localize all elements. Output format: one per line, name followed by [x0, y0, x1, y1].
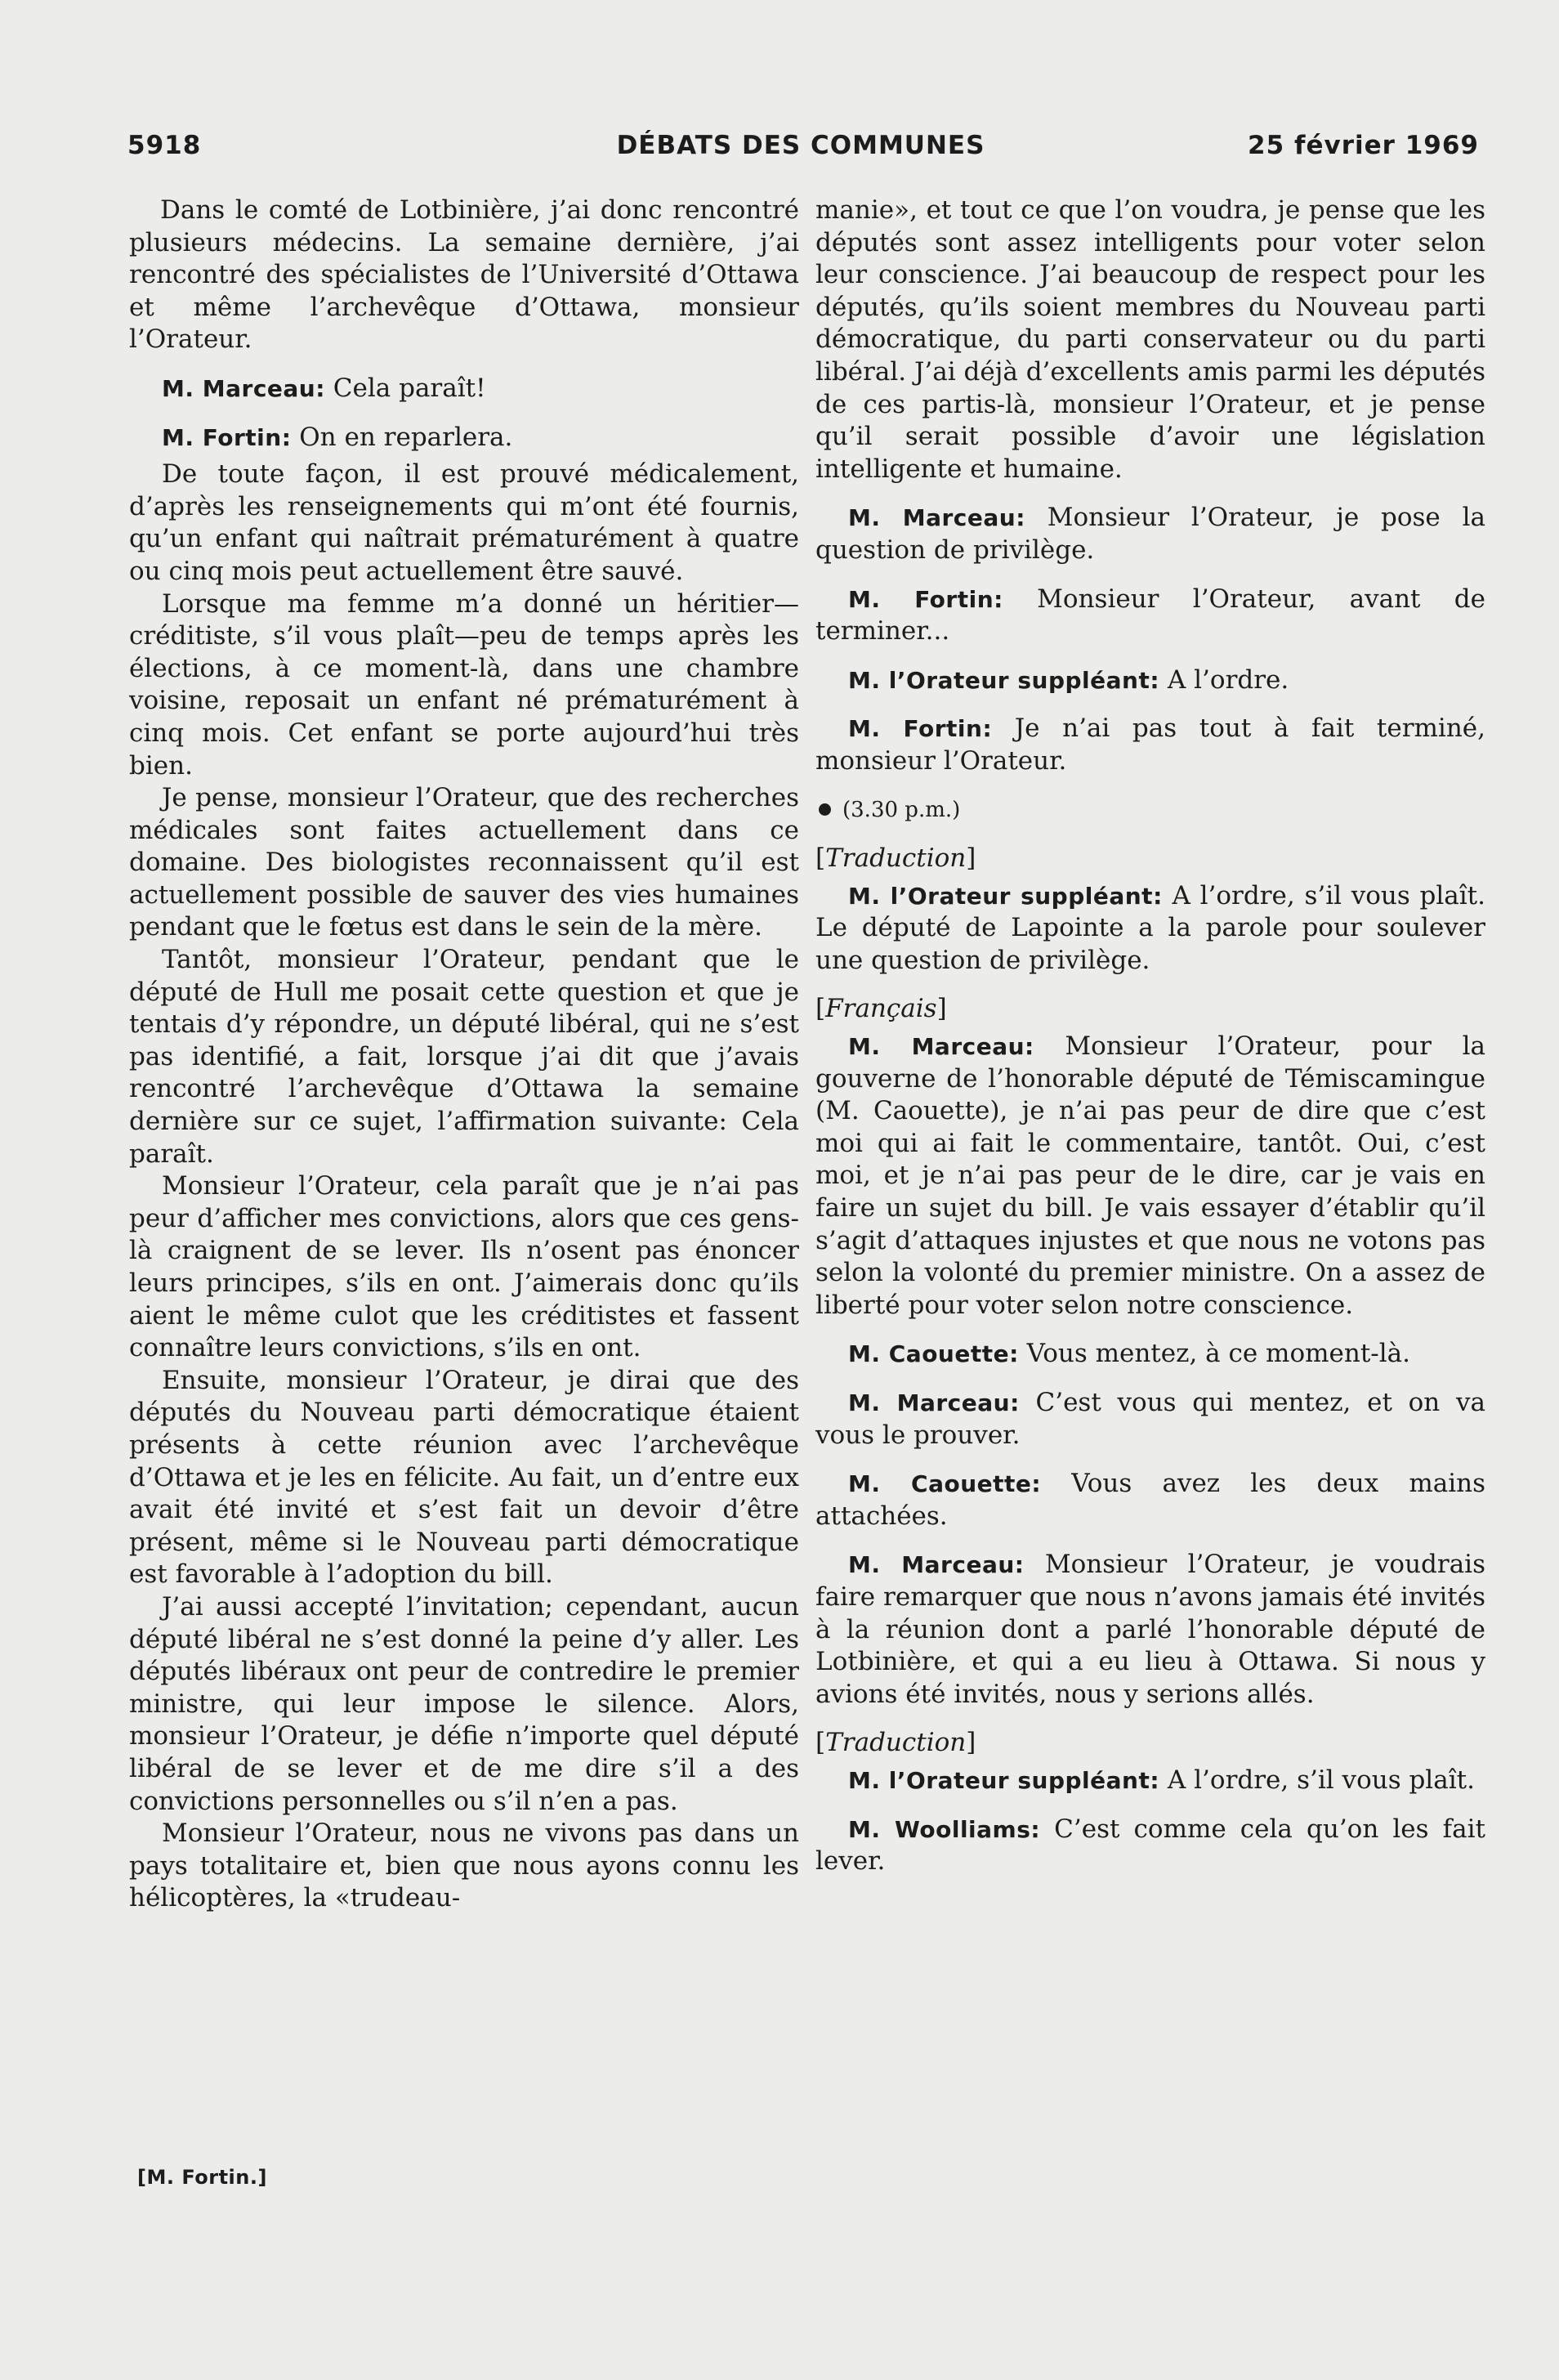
body-paragraph	[129, 1818, 799, 1915]
language-label: Traduction	[825, 843, 967, 874]
speech-text: Vous mentez, à ce moment-là.	[1018, 1339, 1410, 1369]
speaker-name: M. Woolliams:	[848, 1815, 1041, 1843]
paragraph-text: Ensuite, monsieur l’Orateur, je dirai que des députés du Nouveau parti démocratique étaient présents à cette réunion avec l’archevêque d’Ottawa et je les en félicite. Au fait, un d’entre eux avait été invité et s’est fait un devoir d’être présent, même si le Nouveau parti démocratique est favorable à l’adoption du bill.	[129, 1365, 799, 1590]
speaker-paragraph	[815, 1387, 1485, 1452]
speaker-paragraph	[815, 664, 1485, 697]
footer-speaker-note: [M. Fortin.]	[137, 2166, 267, 2189]
speaker-name: M. Fortin:	[848, 715, 993, 743]
paragraph-text: Monsieur l’Orateur, nous ne vivons pas dans un pays totalitaire et, bien que nous ayons connu les hélicoptères, la «trudeau-	[129, 1819, 799, 1913]
body-paragraph	[129, 782, 799, 944]
speaker-paragraph	[815, 584, 1485, 648]
speaker-paragraph	[815, 880, 1485, 978]
paragraph-text: Lorsque ma femme m’a donné un héritier—créditiste, s’il vous plaît—peu de temps après les élections, à ce moment-là, dans une chambre voisine, reposait un enfant né prématurément à cinq mois. Cet enfant se porte aujourd’hui très bien.	[129, 588, 799, 781]
speech-text: Monsieur l’Orateur, je pose la question de privilège.	[815, 503, 1485, 565]
language-marker: [Traduction]	[815, 1728, 976, 1758]
speech-text: Monsieur l’Orateur, avant de terminer...	[815, 584, 1485, 646]
speech-text: Je n’ai pas tout à fait terminé, monsieur l’Orateur.	[815, 714, 1485, 776]
paragraph-text: Dans le comté de Lotbinière, j’ai donc rencontré plusieurs médecins. La semaine dernière, j’ai rencontré des spécialistes de l’Université d’Ottawa et même l’archevêque d’Ottawa, monsieur l’Orateur.	[129, 195, 799, 355]
body-paragraph	[129, 1170, 799, 1365]
speaker-name: M. Fortin:	[848, 585, 1003, 613]
language-marker: [Traduction]	[815, 843, 976, 874]
speech-text: C’est comme cela qu’on les fait lever.	[815, 1814, 1485, 1877]
speaker-paragraph	[815, 1031, 1485, 1322]
speaker-paragraph	[815, 1814, 1485, 1878]
speech-text: A l’ordre, s’il vous plaît. Le député de Lapointe a la parole pour soulever une question de privilège.	[815, 880, 1485, 975]
journal-title: DÉBATS DES COMMUNES	[616, 131, 985, 160]
body-paragraph	[129, 1591, 799, 1818]
paragraph-text: De toute façon, il est prouvé médicalement, d’après les renseignements qui m’ont été fournis, qu’un enfant qui naîtrait prématurément à quatre ou cinq mois peut actuellement être sauvé.	[129, 459, 799, 586]
speaker-name: M. Fortin:	[162, 423, 292, 451]
time-marker	[815, 794, 1485, 827]
paragraph-text: Monsieur l’Orateur, cela paraît que je n’ai pas peur d’afficher mes convictions, alors que ces gens-là craignent de se lever. Ils n’osent pas énoncer leurs principes, s’ils en ont. J’aimerais donc qu’ils aient le même culot que les créditistes et fassent connaître leurs convictions, s’ils en ont.	[129, 1171, 799, 1363]
speaker-name: M. l’Orateur suppléant:	[848, 1766, 1160, 1794]
speech-text: A l’ordre, s’il vous plaît.	[1159, 1765, 1475, 1795]
speaker-name: M. Caouette:	[848, 1470, 1042, 1498]
body-paragraph	[129, 195, 799, 356]
right-column	[815, 195, 1485, 1878]
speaker-name: M. Marceau:	[848, 1551, 1025, 1579]
language-marker: [Français]	[815, 994, 947, 1024]
speaker-paragraph	[815, 1765, 1485, 1797]
bullet-dot-icon	[819, 803, 831, 816]
language-label: Traduction	[825, 1728, 967, 1758]
speech-text: Cela paraît!	[324, 373, 486, 403]
time-stamp: (3.30 p.m.)	[842, 797, 961, 822]
speaker-paragraph	[815, 1338, 1485, 1371]
speaker-paragraph	[129, 373, 799, 405]
speech-text: Vous avez les deux mains attachées.	[815, 1469, 1485, 1531]
body-paragraph	[129, 944, 799, 1170]
page-date: 25 février 1969	[1248, 131, 1479, 160]
speaker-name: M. l’Orateur suppléant:	[848, 666, 1160, 694]
speaker-name: M. Marceau:	[162, 374, 325, 402]
speaker-name: M. Marceau:	[848, 1033, 1034, 1061]
language-label: Français	[825, 994, 937, 1024]
paragraph-text: manie», et tout ce que l’on voudra, je pense que les députés sont assez intelligents pour voter selon leur conscience. J’ai beaucoup de respect pour les députés, qu’ils soient membres du Nouveau parti démocratique, du parti conservateur ou du parti libéral. J’ai déjà d’excellents amis parmi les députés de ces partis-là, monsieur l’Orateur, et je pense qu’il serait possible d’avoir une législation intelligente et humaine.	[815, 195, 1485, 484]
left-column	[129, 195, 799, 1915]
speaker-name: M. Marceau:	[848, 1389, 1020, 1416]
page-number: 5918	[127, 131, 202, 160]
speech-text: Monsieur l’Orateur, je voudrais faire remarquer que nous n’avons jamais été invités à la réunion dont a parlé l’honorable député de Lotbinière, et qui a eu lieu à Ottawa. Si nous y avions été invités, nous y serions allés.	[815, 1550, 1485, 1709]
speaker-paragraph	[815, 713, 1485, 777]
speech-text: A l’ordre.	[1159, 664, 1289, 695]
body-paragraph	[129, 459, 799, 588]
speech-text: C’est vous qui mentez, et on va vous le prouver.	[815, 1388, 1485, 1450]
paragraph-text: Tantôt, monsieur l’Orateur, pendant que le député de Hull me posait cette question et que je tentais d’y répondre, un député libéral, qui ne s’est pas identifié, a fait, lorsque j’ai dit que j’avais rencontré l’archevêque d’Ottawa la semaine dernière sur ce sujet, l’affirmation suivante: Cela paraît.	[129, 945, 799, 1169]
paragraph-text: Je pense, monsieur l’Orateur, que des recherches médicales sont faites actuellement dans ce domaine. Des biologistes reconnaissent qu’il est actuellement possible de sauver des vies humaines pendant que le fœtus est dans le sein de la mère.	[129, 783, 799, 942]
body-paragraph	[129, 588, 799, 783]
page-header	[123, 131, 1479, 172]
body-paragraph	[129, 1365, 799, 1591]
speaker-paragraph	[815, 502, 1485, 566]
body-paragraph	[815, 195, 1485, 485]
speech-text: Monsieur l’Orateur, pour la gouverne de l’honorable député de Témiscamingue (M. Caouette), je n’ai pas peur de dire que c’est moi qui ai fait le commentaire, tantôt. Oui, c’est moi, et je n’ai pas peur de le dire, car je vais en faire un sujet du bill. Je vais essayer d’établir qu’il s’agit d’attaques injustes et que nous ne votons pas selon la volonté du premier ministre. On a assez de liberté pour voter selon notre conscience.	[815, 1031, 1485, 1320]
speaker-name: M. Caouette:	[848, 1340, 1019, 1368]
speaker-name: M. Marceau:	[848, 504, 1025, 532]
speech-text: On en reparlera.	[291, 422, 513, 452]
speaker-paragraph	[815, 1468, 1485, 1532]
speaker-name: M. l’Orateur suppléant:	[848, 882, 1163, 910]
speaker-paragraph	[129, 422, 799, 454]
speaker-paragraph	[815, 1549, 1485, 1711]
paragraph-text: J’ai aussi accepté l’invitation; cependant, aucun député libéral ne s’est donné la peine d’y aller. Les députés libéraux ont peur de contredire le premier ministre, qui leur impose le silence. Alors, monsieur l’Orateur, je défie n’importe quel député libéral de se lever et de me dire s’il a des convictions personnelles ou s’il n’en a pas.	[129, 1591, 799, 1816]
